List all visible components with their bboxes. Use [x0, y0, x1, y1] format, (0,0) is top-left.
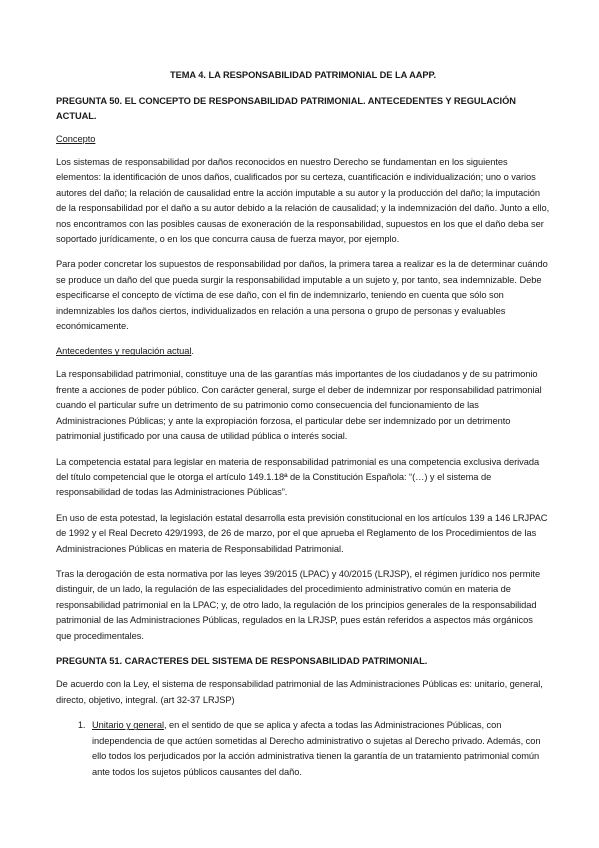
history-heading	[56, 344, 550, 359]
history-paragraph-3: En uso de esta potestad, la legislación estatal desarrolla esta previsión constitucional en los artículos 139 a 146 LRJPAC de 1992 y el Real Decreto 429/1993, de 26 de marzo, por el que aprueba el Reglamento de los Procedimientos de las Administraciones Públicas en materia de Responsabilidad Patrimonial.	[56, 512, 548, 554]
document-body	[56, 68, 550, 780]
history-paragraph-2: La competencia estatal para legislar en materia de responsabilidad patrimonial es una competencia exclusiva derivada del título competencial que le otorga el artículo 149.1.18ª de la Constitución Española: “(…) y el sistema de responsabilidad de todas las Administraciones Públicas”.	[56, 456, 540, 498]
concept-paragraph-1: Los sistemas de responsabilidad por daños reconocidos en nuestro Derecho se fundamentan en los siguientes elementos: la identificación de unos daños, cualificados por su certeza, cuantificación e individualización; uno o varios autores del daño; la relación de causalidad entre la acción imputable a su autor y la producción del daño; la imputación de la responsabilidad por el daño a su autor debido a la relación de causalidad; y la indemnización del daño. Junto a ello, nos encontramos con las posibles causas de exoneración de la responsabilidad, supuestos en los que el daño deba ser soportado jurídicamente, o en los que concurra causa de fuerza mayor, por ejemplo.	[56, 157, 550, 245]
list-item-term: Unitario y general	[92, 720, 164, 731]
concept-paragraph-2: Para poder concretar los supuestos de responsabilidad por daños, la primera tarea a realizar es la de determinar cuándo se produce un daño del que pueda surgir la responsabilidad imputable a un sujeto y, por tanto, sea indemnizable. Debe especificarse el concepto de víctima de ese daño, con el fin de indemnizarlo, teniendo en cuenta que sólo son indemnizables los daños ciertos, individualizados en relación a una persona o grupo de personas y evaluables económicamente.	[56, 259, 548, 332]
list-item	[88, 718, 550, 780]
question-51-heading: PREGUNTA 51. CARACTERES DEL SISTEMA DE RESPONSABILIDAD PATRIMONIAL.	[56, 655, 428, 666]
question-51-intro: De acuerdo con la Ley, el sistema de responsabilidad patrimonial de las Administraciones Públicas es: unitario, general, directo, objetivo, integral. (art 32-37 LRJSP)	[56, 679, 543, 705]
question-50-heading: PREGUNTA 50. EL CONCEPTO DE RESPONSABILIDAD PATRIMONIAL. ANTECEDENTES Y REGULACIÓN ACTUAL.	[56, 96, 516, 121]
list-item-text: , en el sentido de que se aplica y afecta a todas las Administraciones Públicas, con independencia de que actúen sometidas al Derecho administrativo o sujetas al Derecho privado. Además, con ello todos los perjudicados por la acción administrativa tienen la garantía de un tratamiento patrimonial común ante todos los sujetos públicos causantes del daño.	[92, 720, 541, 777]
history-paragraph-4: Tras la derogación de esta normativa por las leyes 39/2015 (LPAC) y 40/2015 (LRJSP), el régimen jurídico nos permite distinguir, de un lado, la regulación de las especialidades del procedimiento administrativo común en materia de responsabilidad patrimonial en la LPAC; y, de otro lado, la regulación de los principios generales de la responsabilidad patrimonial de las Administraciones Públicas, regulados en la LRJSP, pues están referidos a aspectos más orgánicos que procedimentales.	[56, 568, 541, 641]
concept-heading: Concepto	[56, 134, 96, 144]
history-heading-text: Antecedentes y regulación actual	[56, 346, 192, 357]
characteristics-list	[56, 718, 550, 780]
document-title: TEMA 4. LA RESPONSABILIDAD PATRIMONIAL DE LA AAPP.	[169, 70, 437, 80]
history-paragraph-1: La responsabilidad patrimonial, constituye una de las garantías más importantes de los ciudadanos y de su patrimonio frente a acciones de poder público. Con carácter general, surge el deber de indemnizar por responsabilidad patrimonial cuando el particular sufre un detrimento de su patrimonio como consecuencia del funcionamiento de las Administraciones Públicas; y ante la expropiación forzosa, el particular debe ser indemnizado por un detrimento patrimonial justificado por una causa de utilidad pública o interés social.	[56, 369, 542, 442]
history-heading-suffix: .	[191, 346, 194, 357]
